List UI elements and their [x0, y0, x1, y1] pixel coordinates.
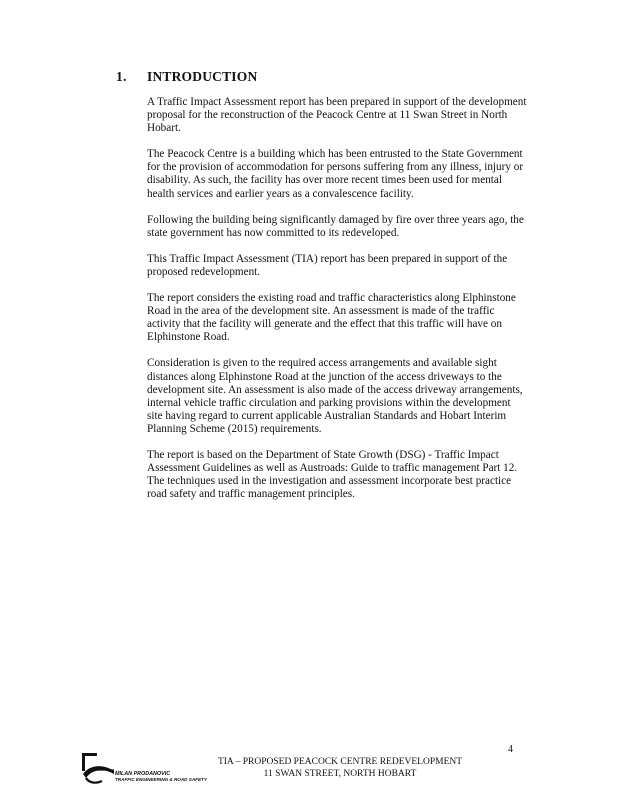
paragraph: A Traffic Impact Assessment report has been prepared in support of the development proposal for the reconstruction of the Peacock Centre at 11 Swan Street in North Hobart.	[147, 96, 527, 135]
page-number: 4	[508, 744, 513, 755]
footer-title: TIA – PROPOSED PEACOCK CENTRE REDEVELOPMENT	[217, 757, 463, 767]
logo-tagline: TRAFFIC ENGINEERING & ROAD SAFETY	[115, 777, 207, 782]
paragraph: Consideration is given to the required access arrangements and available sight distances along Elphinstone Road at the junction of the access driveways to the development site. An assessment is also made of the access driveway arrangements, internal vehicle traffic circulation and parking provisions within the development site having regard to current applicable Australian Standards and Hobart Interim Planning Scheme (2015) requirements.	[147, 357, 523, 435]
paragraph: This Traffic Impact Assessment (TIA) report has been prepared in support of the proposed redevelopment.	[147, 252, 508, 278]
paragraph: Following the building being significantly damaged by fire over three years ago, the state government has now committed to its redeveloped.	[147, 213, 524, 239]
section-number: 1.	[116, 69, 127, 84]
section-heading	[116, 69, 257, 85]
logo-name: MILAN PRODANOVIC	[115, 771, 171, 777]
paragraph: The report considers the existing road and traffic characteristics along Elphinstone Road in the area of the development site. An assessment is made of the traffic activity that the facility will generate and the effect that this traffic will have on Elphinstone Road.	[147, 292, 516, 344]
paragraph: The Peacock Centre is a building which has been entrusted to the State Government for the provision of accommodation for persons suffering from any illness, injury or disability. As such, the facility has over more recent times been used for mental health services and earlier years as a convalescence facility.	[147, 148, 524, 200]
section-title: INTRODUCTION	[147, 69, 258, 84]
footer	[170, 757, 510, 780]
paragraph: The report is based on the Department of State Growth (DSG) - Traffic Impact Assessment Guidelines as well as Austroads: Guide to traffic management Part 12. The techniques used in the investigation and assessment incorporate best practice road safety and traffic management principles.	[147, 448, 518, 501]
body-text	[147, 96, 527, 514]
footer-address: 11 SWAN STREET, NORTH HOBART	[263, 768, 417, 779]
